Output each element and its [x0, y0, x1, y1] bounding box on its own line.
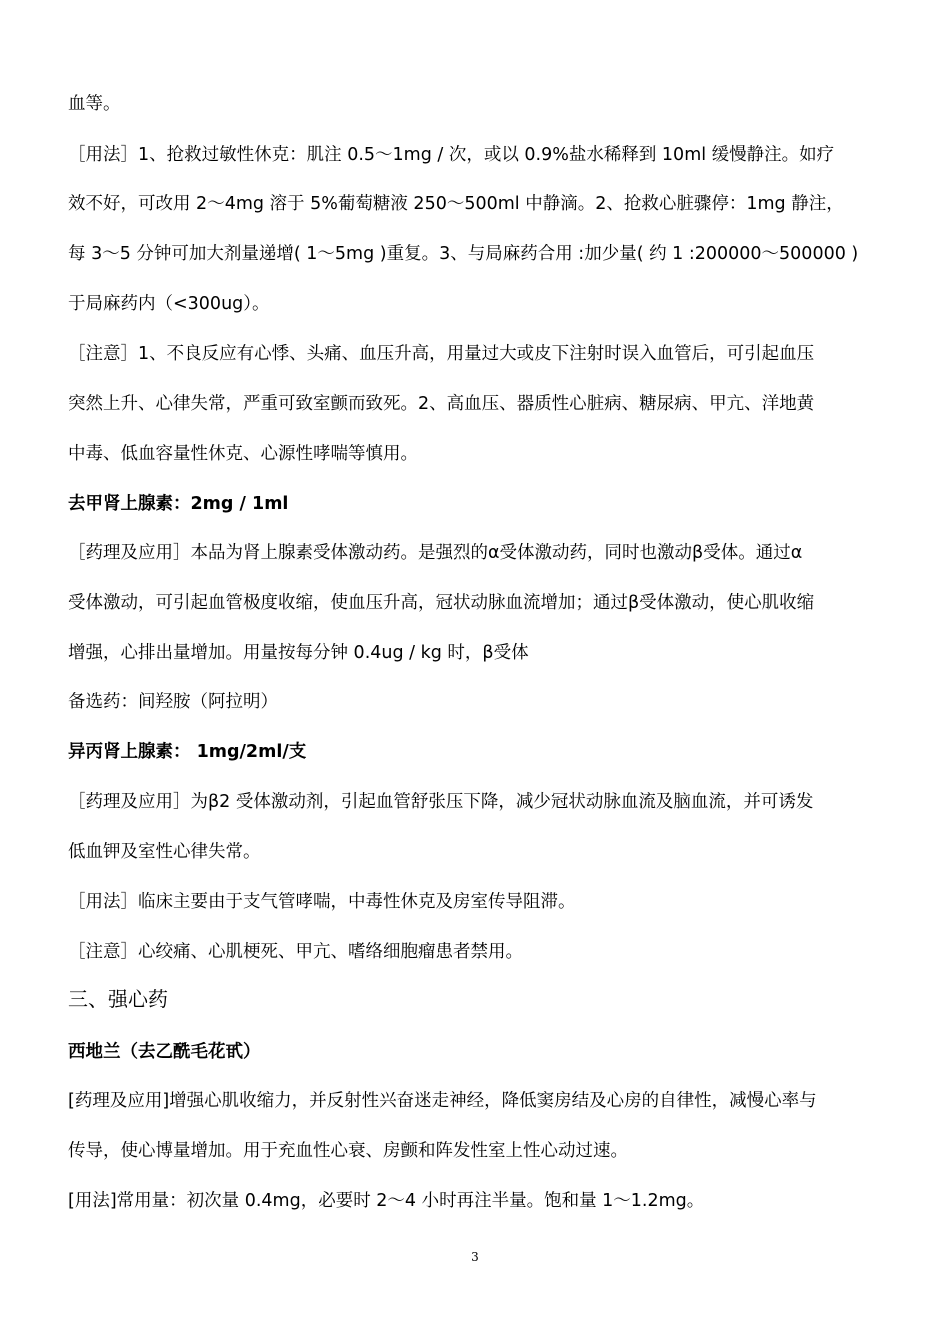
text-line: ［用法］1、抢救过敏性休克：肌注 0.5～1mg / 次，或以 0.9%盐水稀释到 10ml 缓慢静注。如疗	[68, 145, 835, 165]
text-line: [药理及应用]增强心肌收缩力，并反射性兴奋迷走神经，降低窦房结及心房的自律性，减慢心率与	[68, 1091, 817, 1111]
section-heading: 三、强心药	[68, 987, 168, 1011]
text-line: 于局麻药内（<300ug）。	[68, 294, 270, 314]
text-line: 中毒、低血容量性休克、心源性哮喘等慎用。	[68, 444, 418, 464]
page-number: 3	[471, 1250, 479, 1264]
text-line: 血等。	[68, 94, 121, 114]
drug-heading: 西地兰（去乙酰毛花甙）	[68, 1042, 261, 1062]
text-line: 每 3～5 分钟可加大剂量递增( 1～5mg )重复。3、与局麻药合用 :加少量( 约 1 :200000～500000 )	[68, 244, 859, 264]
text-line: ［注意］1、不良反应有心悸、头痛、血压升高，用量过大或皮下注射时误入血管后，可引起血压	[68, 344, 815, 364]
text-line: 效不好，可改用 2～4mg 溶于 5%葡萄糖液 250～500ml 中静滴。2、抢救心脏骤停：1mg 静注，	[68, 194, 844, 214]
text-line: 突然上升、心律失常，严重可致室颤而致死。2、高血压、器质性心脏病、糖尿病、甲亢、洋地黄	[68, 394, 815, 414]
text-line: 增强，心排出量增加。用量按每分钟 0.4ug / kg 时，β受体	[68, 643, 529, 663]
text-line: 受体激动，可引起血管极度收缩，使血压升高，冠状动脉血流增加；通过β受体激动，使心肌收缩	[68, 593, 815, 613]
text-line: [用法]常用量：初次量 0.4mg，必要时 2～4 小时再注半量。饱和量 1～1.2mg。	[68, 1191, 705, 1211]
text-line: 传导，使心博量增加。用于充血性心衰、房颤和阵发性室上性心动过速。	[68, 1141, 628, 1161]
text-line: ［注意］心绞痛、心肌梗死、甲亢、嗜络细胞瘤患者禁用。	[68, 942, 523, 962]
drug-heading: 去甲肾上腺素：2mg / 1ml	[68, 494, 289, 514]
text-line: ［药理及应用］本品为肾上腺素受体激动药。是强烈的α受体激动药，同时也激动β受体。通过α	[68, 543, 803, 563]
text-line: 低血钾及室性心律失常。	[68, 842, 261, 862]
text-line: ［用法］临床主要由于支气管哮喘，中毒性休克及房室传导阻滞。	[68, 892, 576, 912]
text-line: ［药理及应用］为β2 受体激动剂，引起血管舒张压下降，减少冠状动脉血流及脑血流，并可诱发	[68, 792, 814, 812]
text-line: 备选药：间羟胺（阿拉明）	[68, 692, 278, 712]
drug-heading: 异丙肾上腺素： 1mg/2ml/支	[68, 742, 307, 762]
